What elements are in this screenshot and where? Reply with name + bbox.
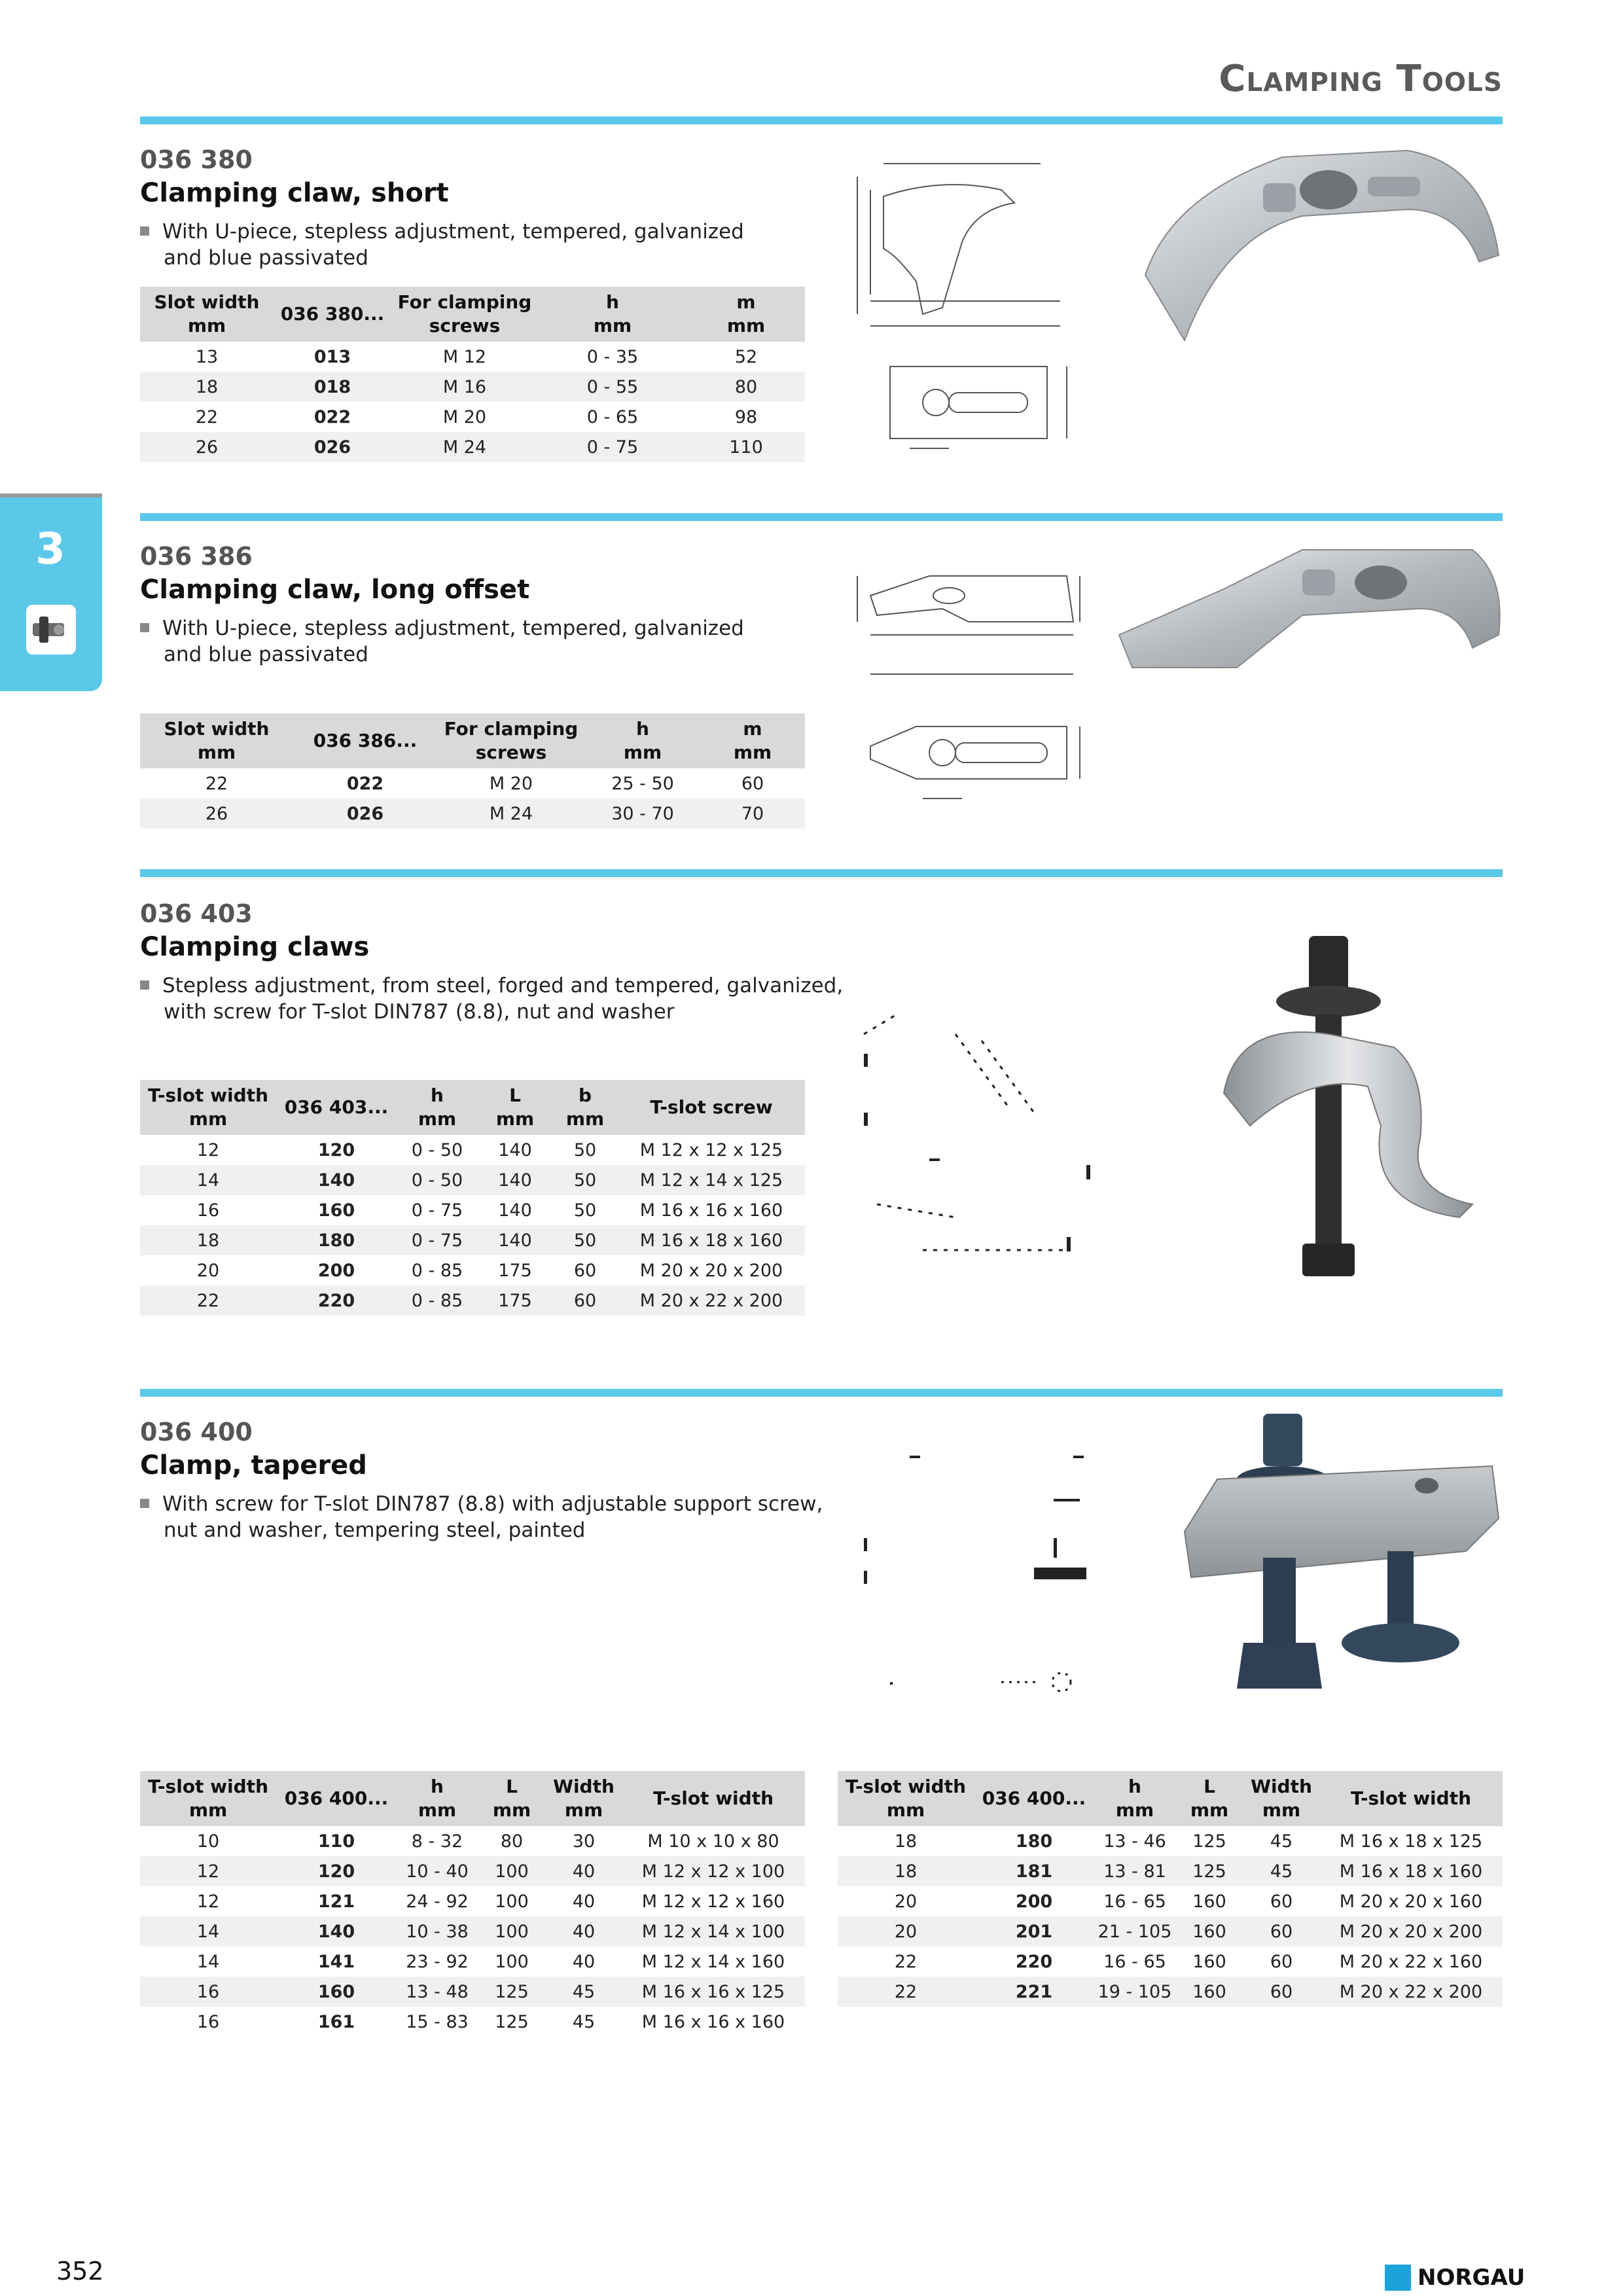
chapter-number: 3 (35, 524, 65, 574)
bullet-icon (140, 623, 149, 632)
table-row: 22 022 M 20 0 - 65 98 (195, 406, 758, 427)
product-description: Stepless adjustment, from steel, forged and tempered, galvanized, with screw for T-slot DIN787 (8.8), nut and washer (140, 973, 843, 1025)
column-header: L mm (478, 1080, 552, 1135)
product-description: With U-piece, stepless adjustment, tempered, galvanized and blue passivated (140, 615, 744, 668)
product-code: 036 386 (140, 542, 253, 571)
product-photo-clamping-claws (1211, 929, 1486, 1296)
column-header: T-slot width mm (140, 1771, 276, 1826)
table-row: 26 026 M 24 30 - 70 70 (140, 798, 805, 829)
section-divider (140, 1389, 1503, 1397)
table-row: 12 120 10 - 40 100 40 M 12 x 12 x 100 (140, 1856, 805, 1886)
column-header: 036 403... (276, 1080, 397, 1135)
table-row: 22 220 16 - 65 160 60 M 20 x 22 x 160 (894, 1951, 1483, 1972)
brand-square-icon (1385, 2265, 1411, 2291)
spec-table-036386 (140, 713, 805, 829)
column-header: m mm (687, 287, 805, 342)
bullet-icon (140, 1499, 149, 1508)
column-header: h mm (538, 287, 687, 342)
column-header: 036 400... (276, 1771, 397, 1826)
table-row: 20 200 16 - 65 160 60 M 20 x 20 x 160 (894, 1891, 1483, 1912)
column-header: h mm (585, 713, 700, 768)
product-title: Clamping claw, long offset (140, 575, 530, 605)
product-code: 036 380 (140, 145, 253, 174)
bullet-icon (140, 980, 149, 990)
column-header: 036 400... (974, 1771, 1094, 1826)
column-header: T-slot width (1319, 1771, 1503, 1826)
column-header: 036 386... (293, 713, 437, 768)
column-header: L mm (1175, 1771, 1243, 1826)
table-row: 18 180 0 - 75 140 50 M 16 x 18 x 160 (140, 1225, 805, 1255)
product-title: Clamping claws (140, 932, 370, 962)
spec-table-036380 (140, 287, 805, 462)
table-row: 20 200 0 - 85 175 60 M 20 x 20 x 200 (196, 1260, 783, 1281)
table-row: 22 022 M 20 25 - 50 60 (205, 773, 764, 794)
column-header: T-slot width mm (140, 1080, 276, 1135)
column-header: T-slot screw (618, 1080, 805, 1135)
column-header: 036 380... (274, 287, 391, 342)
product-code: 036 403 (140, 899, 253, 928)
table-row: 13 013 M 12 0 - 35 52 (195, 346, 758, 367)
table-row: 12 120 0 - 50 140 50 M 12 x 12 x 125 (196, 1139, 783, 1160)
section-divider (140, 117, 1503, 124)
table-row: 18 018 M 16 0 - 55 80 (140, 372, 805, 402)
table-row: 16 161 15 - 83 125 45 M 16 x 16 x 160 (196, 2011, 785, 2032)
technical-drawing-036386 (851, 556, 1099, 818)
table-row: 14 141 23 - 92 100 40 M 12 x 14 x 160 (196, 1951, 785, 1972)
column-header: h mm (1094, 1771, 1175, 1826)
table-row: 16 160 0 - 75 140 50 M 16 x 16 x 160 (196, 1200, 783, 1221)
table-row: 16 160 13 - 48 125 45 M 16 x 16 x 125 (140, 1977, 805, 2007)
section-divider (140, 869, 1503, 877)
page-number: 352 (56, 2257, 104, 2286)
column-header: Slot width mm (140, 287, 274, 342)
section-divider (140, 513, 1503, 521)
product-description: With screw for T-slot DIN787 (8.8) with adjustable support screw, nut and washer, tempering steel, painted (140, 1491, 823, 1543)
product-photo-clamping-claw-long-offset (1106, 537, 1512, 707)
table-row: 18 181 13 - 81 125 45 M 16 x 18 x 160 (838, 1856, 1503, 1886)
table-row: 22 221 19 - 105 160 60 M 20 x 22 x 200 (838, 1977, 1503, 2007)
table-row: 14 140 0 - 50 140 50 M 12 x 14 x 125 (140, 1165, 805, 1195)
column-header: Width mm (546, 1771, 622, 1826)
column-header: T-slot width (622, 1771, 805, 1826)
product-code: 036 400 (140, 1418, 253, 1446)
table-row: 14 140 10 - 38 100 40 M 12 x 14 x 100 (140, 1916, 805, 1946)
column-header: For clamping screws (437, 713, 585, 768)
bullet-icon (140, 226, 149, 236)
table-row: 10 110 8 - 32 80 30 M 10 x 10 x 80 (196, 1831, 779, 1852)
table-row: 12 121 24 - 92 100 40 M 12 x 12 x 160 (196, 1891, 785, 1912)
spec-table-036400-left (140, 1771, 805, 2037)
table-row: 26 026 M 24 0 - 75 110 (140, 432, 805, 462)
column-header: Slot width mm (140, 713, 293, 768)
brand-logo (1385, 2265, 1525, 2291)
column-header: b mm (552, 1080, 618, 1135)
column-header: T-slot width mm (838, 1771, 974, 1826)
column-header: h mm (397, 1771, 478, 1826)
technical-drawing-036403 (851, 975, 1113, 1257)
product-title: Clamp, tapered (140, 1450, 367, 1480)
brand-name: NORGAU (1418, 2265, 1525, 2291)
product-photo-clamping-claw-short (1132, 124, 1512, 360)
table-row: 20 201 21 - 105 160 60 M 20 x 20 x 200 (838, 1916, 1503, 1946)
table-row: 18 180 13 - 46 125 45 M 16 x 18 x 125 (894, 1831, 1483, 1852)
product-title: Clamping claw, short (140, 178, 449, 208)
clamp-tool-icon (26, 605, 76, 655)
table-row: 22 220 0 - 85 175 60 M 20 x 22 x 200 (140, 1285, 805, 1316)
column-header: h mm (397, 1080, 478, 1135)
column-header: m mm (700, 713, 805, 768)
column-header: L mm (478, 1771, 546, 1826)
page-header-title: Clamping Tools (1219, 58, 1503, 100)
product-description: With U-piece, stepless adjustment, tempered, galvanized and blue passivated (140, 219, 744, 271)
spec-table-036403 (140, 1080, 805, 1316)
product-photo-clamp-tapered (1178, 1407, 1505, 1702)
column-header: Width mm (1243, 1771, 1319, 1826)
column-header: For clamping screws (391, 287, 538, 342)
technical-drawing-036400 (851, 1440, 1113, 1708)
technical-drawing-036380 (844, 151, 1086, 458)
spec-table-036400-right (838, 1771, 1503, 2007)
